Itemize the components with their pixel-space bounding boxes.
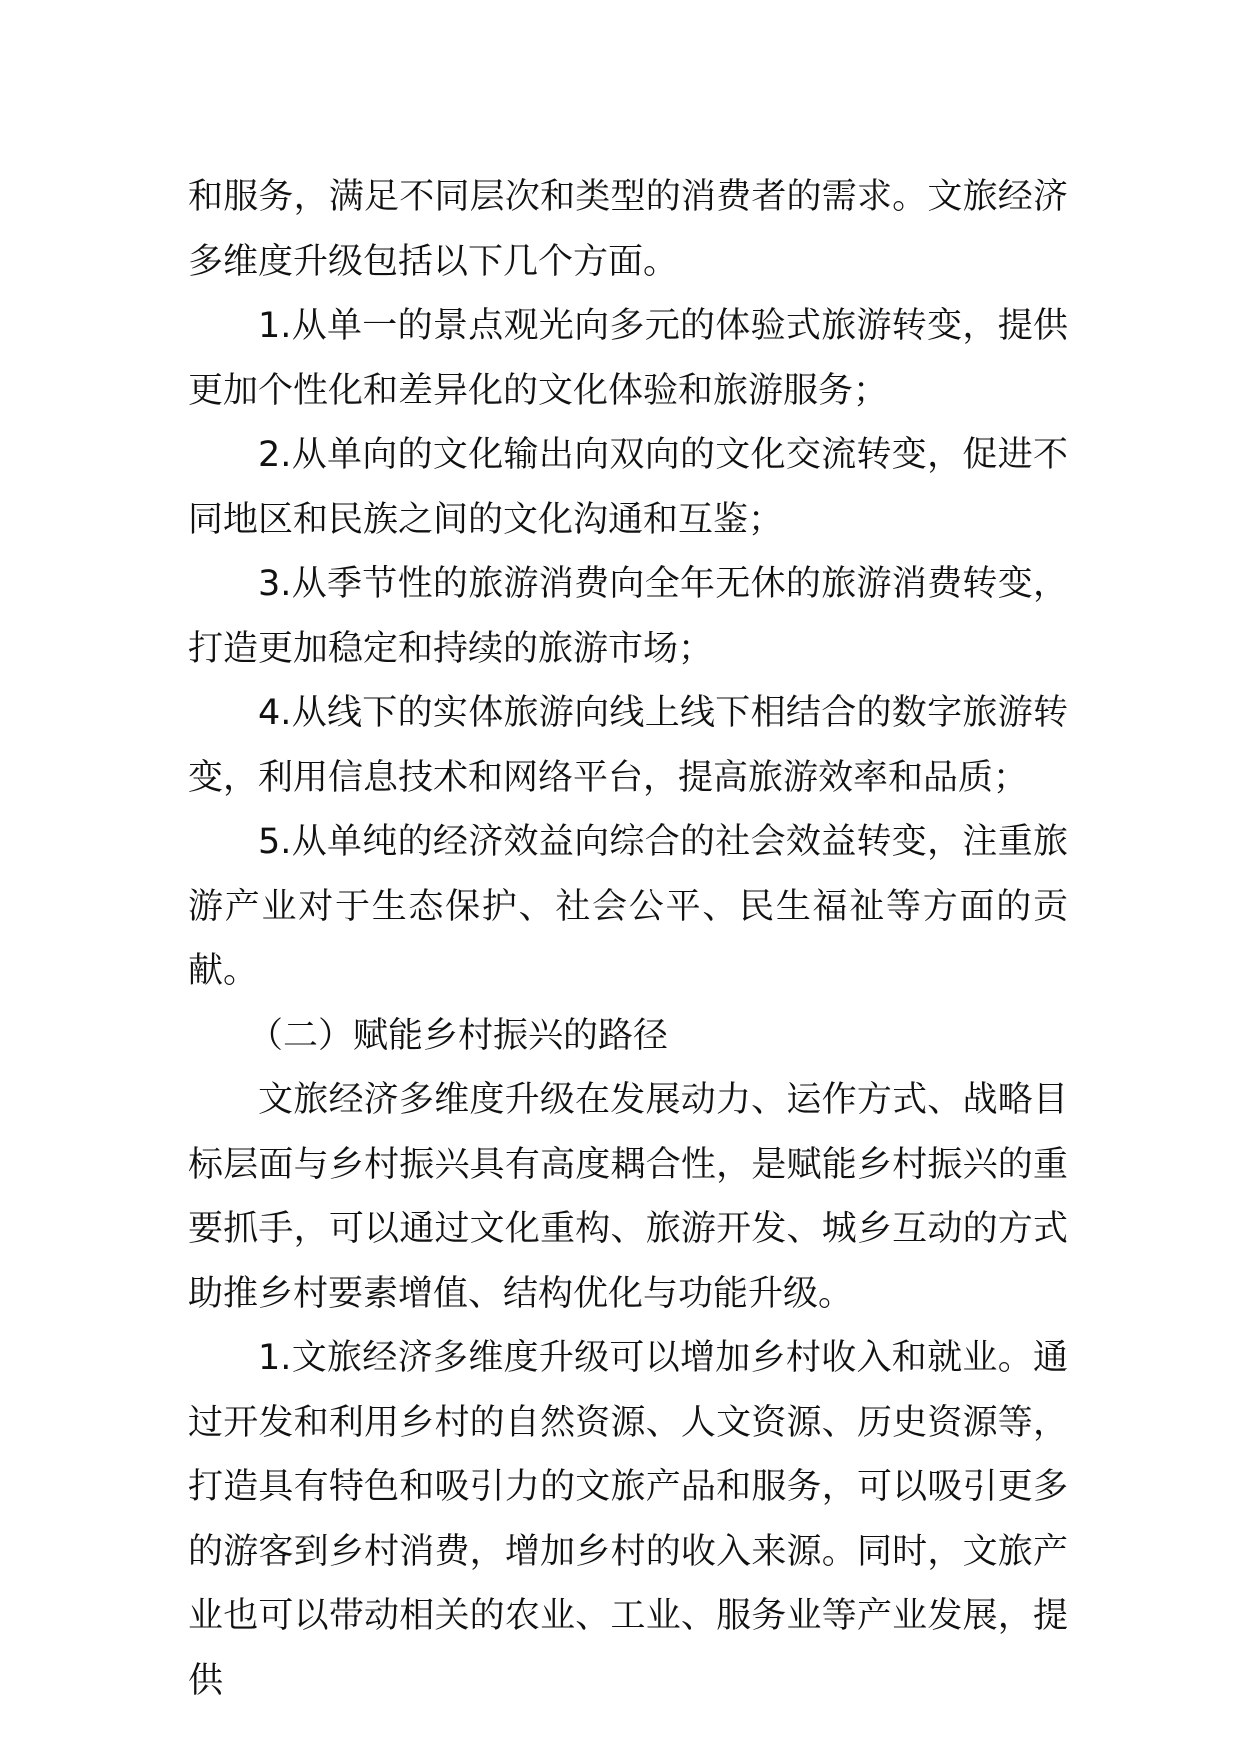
document-page [188, 165, 1068, 1713]
list-item-2: 2.从单向的文化输出向双向的文化交流转变，促进不同地区和民族之间的文化沟通和互鉴； [188, 435, 1068, 540]
paragraph-section-intro: 文旅经济多维度升级在发展动力、运作方式、战略目标层面与乡村振兴具有高度耦合性，是赋能乡村振兴的重要抓手，可以通过文化重构、旅游开发、城乡互动的方式助推乡村要素增值、结构优化与功能升级。 [188, 1080, 1068, 1314]
paragraph-point-1: 1.文旅经济多维度升级可以增加乡村收入和就业。通过开发和利用乡村的自然资源、人文资源、历史资源等，打造具有特色和吸引力的文旅产品和服务，可以吸引更多的游客到乡村消费，增加乡村的收入来源。同时，文旅产业也可以带动相关的农业、工业、服务业等产业发展，提供 [188, 1338, 1068, 1701]
paragraph-intro-continued: 和服务，满足不同层次和类型的消费者的需求。文旅经济多维度升级包括以下几个方面。 [188, 177, 1068, 282]
list-item-5: 5.从单纯的经济效益向综合的社会效益转变，注重旅游产业对于生态保护、社会公平、民生福祉等方面的贡献。 [188, 822, 1068, 991]
list-item-4: 4.从线下的实体旅游向线上线下相结合的数字旅游转变，利用信息技术和网络平台，提高旅游效率和品质； [188, 693, 1068, 798]
section-heading: （二）赋能乡村振兴的路径 [248, 1015, 669, 1056]
list-item-1: 1.从单一的景点观光向多元的体验式旅游转变，提供更加个性化和差异化的文化体验和旅游服务； [188, 306, 1068, 411]
list-item-3: 3.从季节性的旅游消费向全年无休的旅游消费转变，打造更加稳定和持续的旅游市场； [188, 564, 1068, 669]
